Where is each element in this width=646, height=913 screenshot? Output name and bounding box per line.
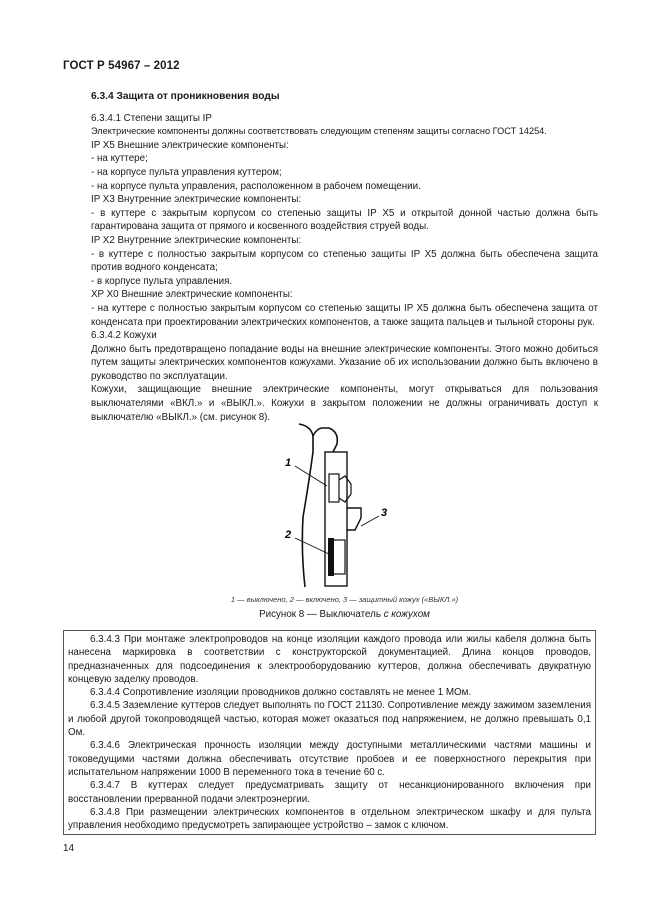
switch-with-cover-drawing xyxy=(281,422,401,592)
figure-label-2: 2 xyxy=(285,529,292,541)
page-number: 14 xyxy=(63,843,75,854)
list-item: - на куттере с полностью закрытым корпусом со степенью защиты IP X5 должна быть обеспечена защита от конденсата при проектировании электрических компонентов, а также защита пальцев и тыльной стороны рук. xyxy=(91,302,598,328)
figure-label-1: 1 xyxy=(285,457,292,469)
boxed-amendment xyxy=(63,630,596,835)
figure-caption xyxy=(91,609,598,620)
figure-legend: 1 — выключено, 2 — включено, 3 — защитный кожух («ВЫКЛ.») xyxy=(230,595,459,604)
paragraph: XP X0 Внешние электрические компоненты: xyxy=(91,289,293,301)
figure-label-3: 3 xyxy=(381,507,388,519)
paragraph: Кожухи, защищающие внешние электрические компоненты, могут открываться для пользования выключателями «ВКЛ.» и «ВЫКЛ.». Кожухи в закрытом положении не должны ограничивать доступ к выключателю «ВЫКЛ.» (см. рисунок 8). xyxy=(91,384,598,423)
paragraph: Электрические компоненты должны соответствовать следующим степеням защиты согласно ГОСТ 14254. xyxy=(91,126,547,137)
list-item: - на корпусе пульта управления куттером; xyxy=(91,166,282,178)
section-body xyxy=(91,90,598,424)
list-item: - на куттере; xyxy=(91,153,148,165)
paragraph: 6.3.4.6 Электрическая прочность изоляции между доступными металлическими частями машины и токоведущими частями должна обеспечивать отсутствие пробоев и ее поверхностного перекрытия при испытательном напряжении 1000 В переменного тока в течение 60 с. xyxy=(68,740,591,778)
paragraph: IP X2 Внутренние электрические компоненты: xyxy=(91,234,302,246)
document-header: ГОСТ Р 54967 – 2012 xyxy=(63,60,180,72)
subsection-heading: 6.3.4.1 Степени защиты IP xyxy=(91,112,212,124)
list-item: - в корпусе пульта управления. xyxy=(91,275,233,287)
list-item: - в куттере с закрытым корпусом со степенью защиты IP X5 и открытой донной частью должна быть гарантирована защита от прямого и косвенного воздействия струей воды. xyxy=(91,207,598,233)
list-item: - на корпусе пульта управления, расположенном в рабочем помещении. xyxy=(91,180,421,192)
figure-caption-italic: с кожухом xyxy=(383,609,430,620)
paragraph: 6.3.4.8 При размещении электрических компонентов в отдельном электрическом шкафу и для пульта управления необходимо предусмотреть запирающее устройство – замок с ключом. xyxy=(68,806,591,832)
paragraph: 6.3.4.4 Сопротивление изоляции проводников должно составлять не менее 1 МОм. xyxy=(90,687,472,699)
paragraph: 6.3.4.3 При монтаже электропроводов на конце изоляции каждого провода или жилы кабеля должна быть нанесена маркировка в соответствии с конструкторской документацией. Длина концов проводов, предназначенных для подсоединения к электрооборудованию куттеров, должна обеспечивать двукратную концевую заделку проводов. xyxy=(68,634,591,685)
paragraph: IP X5 Внешние электрические компоненты: xyxy=(91,139,289,151)
figure-caption-prefix: Рисунок 8 — Выключатель xyxy=(259,609,384,620)
paragraph: 6.3.4.7 В куттерах следует предусматривать защиту от несанкционированного включения при восстановлении прерванной подачи электроэнергии. xyxy=(68,780,591,805)
section-title: 6.3.4 Защита от проникновения воды xyxy=(91,91,280,102)
list-item: - в куттере с полностью закрытым корпусом со степенью защиты IP X5 должна быть обеспечена защита против водного конденсата; xyxy=(91,248,598,274)
paragraph: Должно быть предотвращено попадание воды на внешние электрические компоненты. Этого можно добиться путем защиты электрических компонентов кожухами. Указание об их использовании должно быть включено в руководство по эксплуатации. xyxy=(91,343,598,382)
subsection-heading: 6.3.4.2 Кожухи xyxy=(91,330,157,342)
paragraph: 6.3.4.5 Заземление куттеров следует выполнять по ГОСТ 21130. Сопротивление между зажимом заземления и любой другой токопроводящей частью, которая может оказаться под напряжением, не должно превышать 0,1 Ом. xyxy=(68,700,591,739)
figure-8 xyxy=(91,422,598,622)
paragraph: IP X3 Внутренние электрические компоненты: xyxy=(91,194,302,206)
